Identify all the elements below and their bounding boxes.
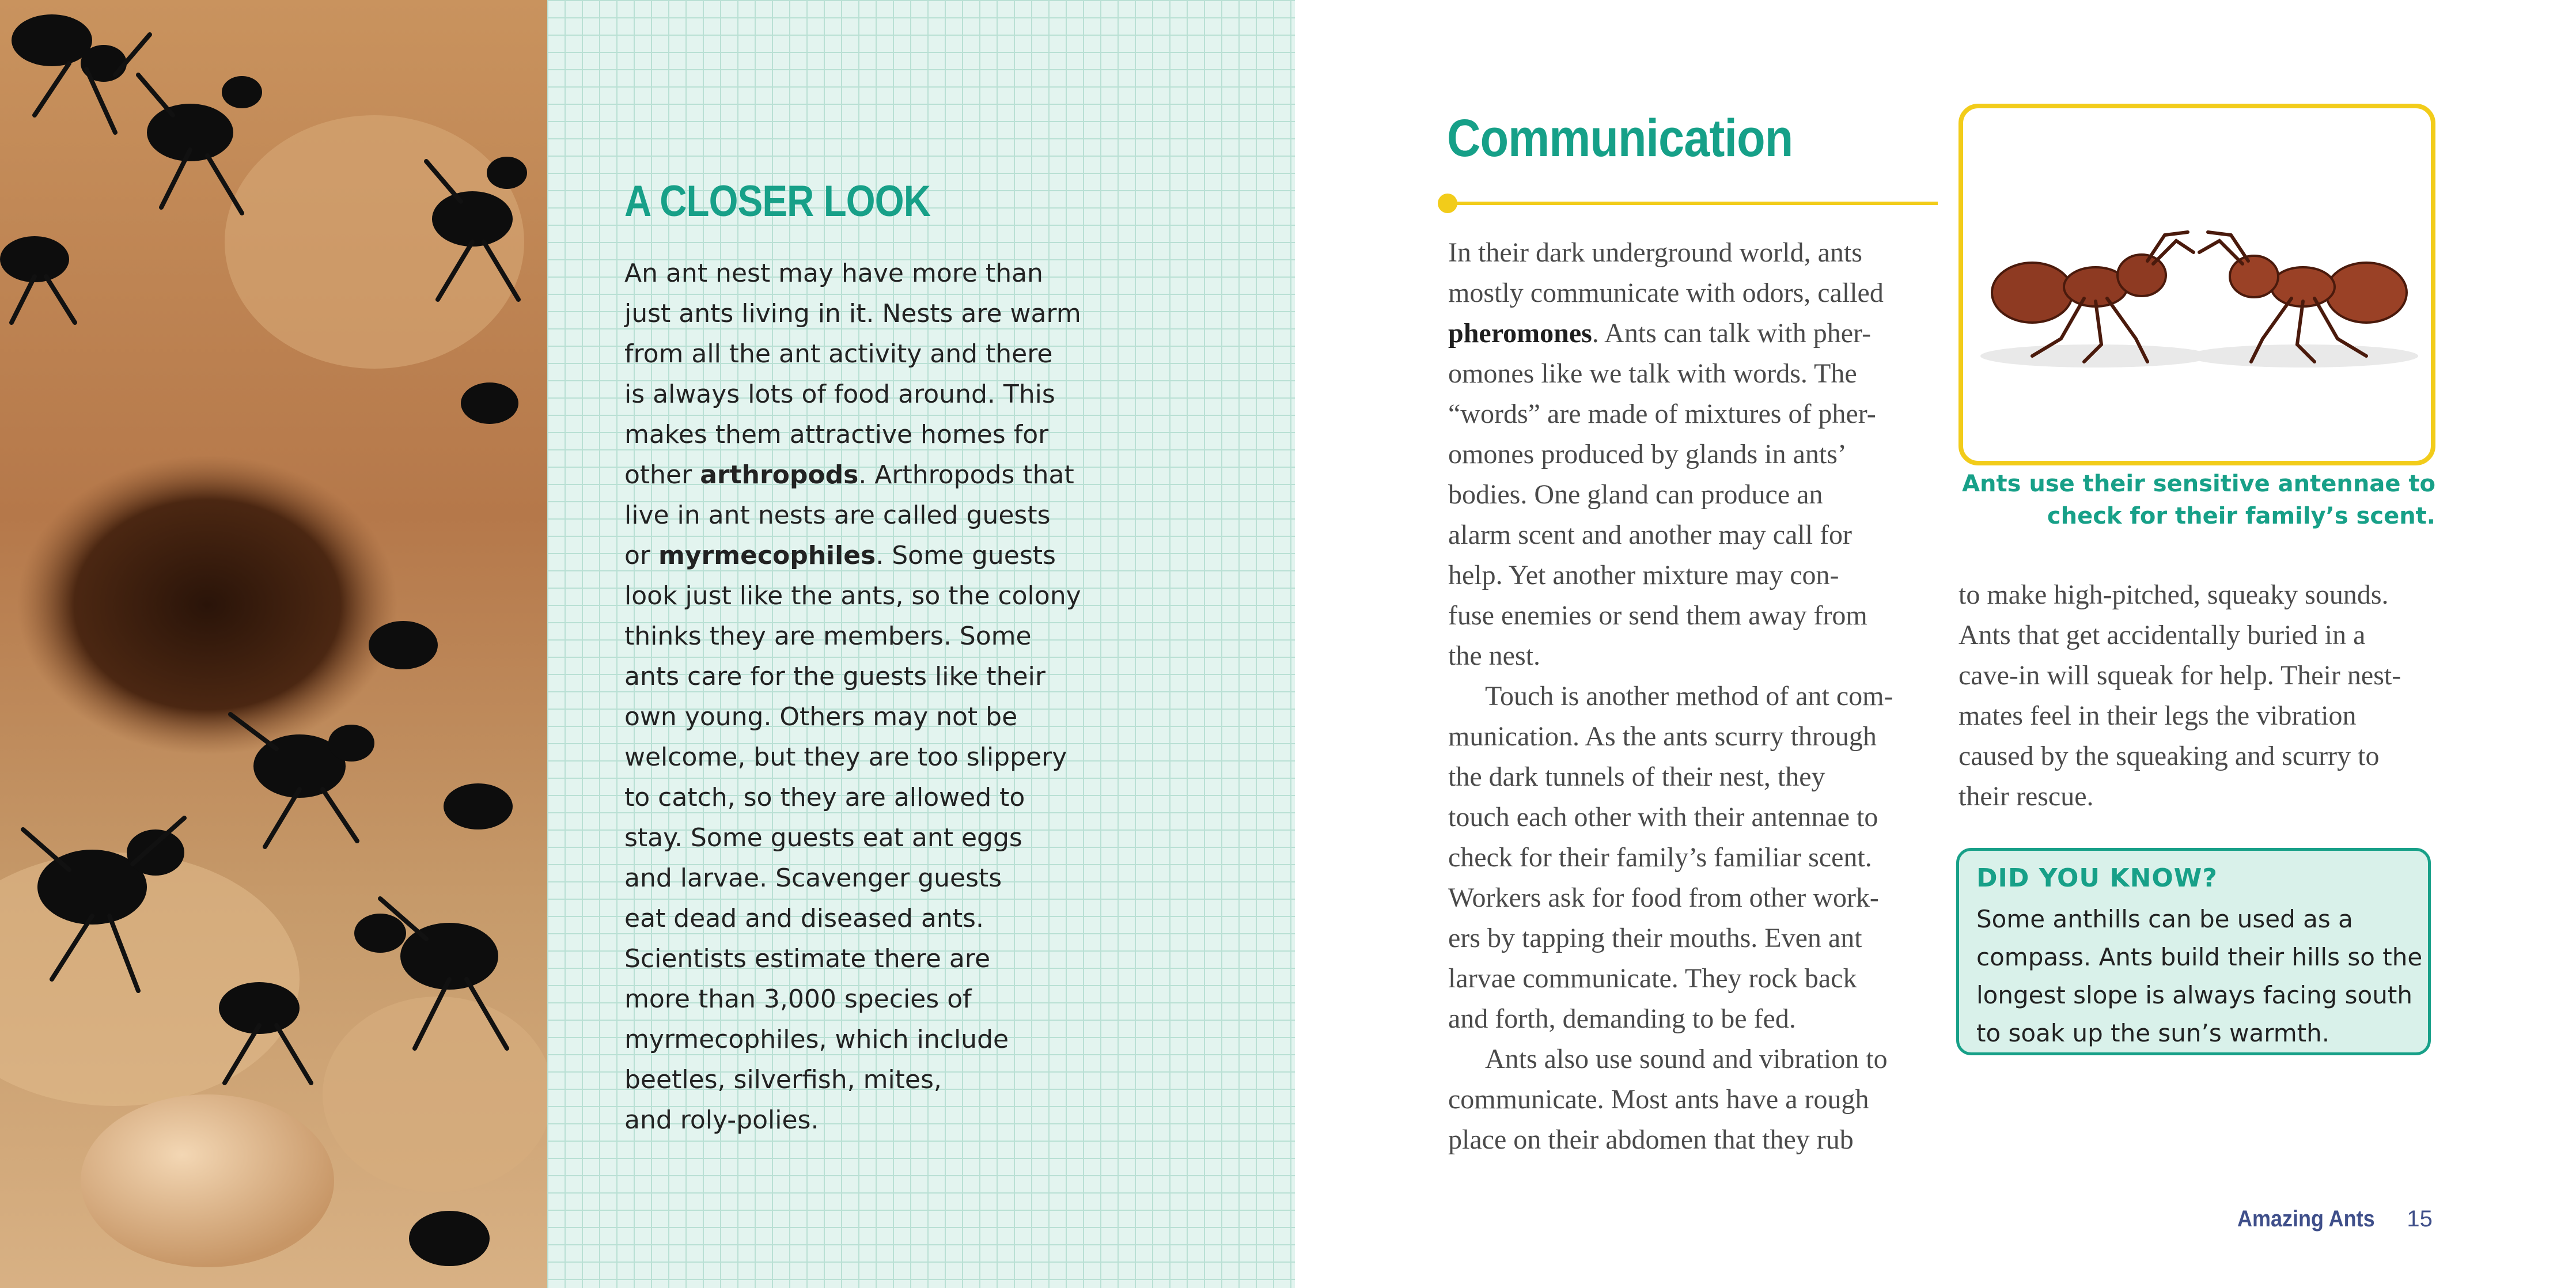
sidebar-text-line xyxy=(624,334,1085,374)
sidebar-text-line xyxy=(624,778,1085,818)
text-run: own young. Others may not be xyxy=(624,702,1018,732)
text-run: and larvae. Scavenger guests xyxy=(624,863,1002,893)
text-run: munication. As the ants scurry through xyxy=(1448,721,1877,752)
body-text-line xyxy=(1448,636,1944,676)
sidebar-text-line xyxy=(624,616,1085,657)
text-run: ants care for the guests like their xyxy=(624,662,1045,691)
body-text-line xyxy=(1448,797,1944,838)
text-run: In their dark underground world, ants xyxy=(1448,237,1862,268)
text-run: bodies. One gland can produce an xyxy=(1448,479,1823,510)
text-run: alarm scent and another may call for xyxy=(1448,520,1853,550)
body-text-column-right xyxy=(1958,575,2454,817)
sidebar-text-line xyxy=(624,818,1085,858)
text-run: . Ants can talk with pher- xyxy=(1592,318,1872,348)
glossary-term: myrmecophiles xyxy=(658,541,876,570)
sidebar-text-line xyxy=(624,697,1085,737)
glossary-term: pheromones xyxy=(1448,318,1592,348)
footer-book-title: Amazing Ants xyxy=(2237,1206,2375,1232)
body-text-line xyxy=(1448,999,1944,1039)
sidebar-title: A CLOSER LOOK xyxy=(624,177,931,226)
sidebar-text-line xyxy=(624,657,1085,697)
sidebar-text-line xyxy=(624,536,1085,576)
did-you-know-title: DID YOU KNOW? xyxy=(1976,863,2218,893)
sidebar-text-line xyxy=(624,1020,1085,1060)
text-run: makes them attractive homes for xyxy=(624,420,1049,449)
body-text-line xyxy=(1448,1039,1944,1079)
text-run: is always lots of food around. This xyxy=(624,380,1055,409)
text-run: ers by tapping their mouths. Even ant xyxy=(1448,923,1862,953)
text-run: just ants living in it. Nests are warm xyxy=(624,299,1081,328)
sidebar-text-line xyxy=(624,737,1085,778)
text-run: live in ant nests are called guests xyxy=(624,501,1051,530)
text-run: to make high-pitched, squeaky sounds. xyxy=(1958,579,2389,610)
body-text-line xyxy=(1448,233,1944,273)
text-run: from all the ant activity and there xyxy=(624,339,1053,369)
body-text-line xyxy=(1448,475,1944,515)
text-run: Ants also use sound and vibration to xyxy=(1485,1044,1888,1074)
did-you-know-body xyxy=(1976,900,2426,1052)
text-run: omones like we talk with words. The xyxy=(1448,358,1857,389)
text-run: stay. Some guests eat ant eggs xyxy=(624,823,1022,853)
body-text-line xyxy=(1448,394,1944,434)
text-run: cave-in will squeak for help. Their nest- xyxy=(1958,660,2401,691)
sidebar-text-line xyxy=(624,415,1085,455)
did-you-know-line: Some anthills can be used as a xyxy=(1976,905,2353,933)
text-run: the dark tunnels of their nest, they xyxy=(1448,762,1825,792)
sidebar-text-line xyxy=(624,576,1085,616)
ant-photo-image xyxy=(0,0,547,1288)
closer-look-sidebar xyxy=(547,0,1295,1288)
text-run: touch each other with their antennae to xyxy=(1448,802,1878,832)
text-run: other xyxy=(624,460,700,490)
text-run: mostly communicate with odors, called xyxy=(1448,278,1884,308)
body-text-line xyxy=(1448,959,1944,999)
body-text-column-left xyxy=(1448,233,1944,1160)
glossary-term: arthropods xyxy=(700,460,859,490)
sidebar-text-line xyxy=(624,495,1085,536)
did-you-know-line: to soak up the sun’s warmth. xyxy=(1976,1019,2330,1047)
body-text-line xyxy=(1448,1120,1944,1160)
body-text-line xyxy=(1448,354,1944,394)
did-you-know-line: compass. Ants build their hills so the xyxy=(1976,943,2423,971)
body-text-line xyxy=(1448,434,1944,475)
text-run: eat dead and diseased ants. xyxy=(624,904,984,933)
body-text-line xyxy=(1448,918,1944,959)
text-run: and roly-polies. xyxy=(624,1105,819,1135)
body-text-line xyxy=(1448,555,1944,596)
text-run: look just like the ants, so the colony xyxy=(624,581,1081,611)
sidebar-text-line xyxy=(624,294,1085,334)
body-text-line xyxy=(1448,515,1944,555)
sidebar-text-line xyxy=(624,253,1085,294)
page-footer xyxy=(2237,1206,2433,1232)
text-run: more than 3,000 species of xyxy=(624,984,972,1014)
body-text-line xyxy=(1958,575,2454,615)
caption-line: Ants use their sensitive antennae to xyxy=(1962,471,2435,497)
sidebar-body xyxy=(624,253,1085,1141)
text-run: An ant nest may have more than xyxy=(624,259,1043,288)
sidebar-text-line xyxy=(624,939,1085,979)
text-run: or xyxy=(624,541,658,570)
two-ants-illustration xyxy=(1963,108,2431,461)
page-number: 15 xyxy=(2407,1206,2433,1232)
text-run: mates feel in their legs the vibration xyxy=(1958,700,2357,731)
sidebar-text-line xyxy=(624,979,1085,1020)
body-text-line xyxy=(1958,736,2454,776)
sidebar-text-line xyxy=(624,455,1085,495)
text-run: to catch, so they are allowed to xyxy=(624,783,1025,812)
text-run: help. Yet another mixture may con- xyxy=(1448,560,1839,590)
text-run: their rescue. xyxy=(1958,781,2094,812)
body-text-line xyxy=(1448,596,1944,636)
text-run: “words” are made of mixtures of pher- xyxy=(1448,399,1876,429)
text-run: check for their family’s familiar scent. xyxy=(1448,842,1872,873)
caption-line: check for their family’s scent. xyxy=(2047,503,2435,529)
body-text-line xyxy=(1958,776,2454,817)
text-run: place on their abdomen that they rub xyxy=(1448,1124,1854,1155)
body-text-line xyxy=(1448,878,1944,918)
text-run: welcome, but they are too slippery xyxy=(624,743,1067,772)
page-heading: Communication xyxy=(1447,109,1793,168)
text-run: Ants that get accidentally buried in a xyxy=(1958,620,2366,650)
communication-page xyxy=(1295,0,2576,1288)
text-run: and forth, demanding to be fed. xyxy=(1448,1003,1796,1034)
text-run: thinks they are members. Some xyxy=(624,622,1032,651)
body-text-line xyxy=(1448,313,1944,354)
ants-nest-photo xyxy=(0,0,547,1288)
body-text-line xyxy=(1448,676,1944,717)
sidebar-text-line xyxy=(624,858,1085,899)
text-run: . Arthropods that xyxy=(858,460,1074,490)
heading-rule-line xyxy=(1447,202,1938,205)
body-text-line xyxy=(1958,696,2454,736)
did-you-know-line: longest slope is always facing south xyxy=(1976,981,2412,1009)
ants-illustration-frame xyxy=(1958,104,2435,465)
text-run: beetles, silverfish, mites, xyxy=(624,1065,942,1094)
body-text-line xyxy=(1448,273,1944,313)
illustration-caption xyxy=(1958,468,2435,532)
text-run: larvae communicate. They rock back xyxy=(1448,963,1857,994)
did-you-know-box xyxy=(1956,848,2431,1055)
text-run: omones produced by glands in ants’ xyxy=(1448,439,1847,469)
body-text-line xyxy=(1958,656,2454,696)
body-text-line xyxy=(1448,838,1944,878)
sidebar-text-line xyxy=(624,1060,1085,1100)
body-text-line xyxy=(1448,757,1944,797)
text-run: Scientists estimate there are xyxy=(624,944,991,973)
text-run: . Some guests xyxy=(876,541,1056,570)
sidebar-text-line xyxy=(624,899,1085,939)
body-text-line xyxy=(1448,1079,1944,1120)
text-run: Workers ask for food from other work- xyxy=(1448,882,1879,913)
text-run: communicate. Most ants have a rough xyxy=(1448,1084,1869,1115)
sidebar-text-line xyxy=(624,1100,1085,1141)
body-text-line xyxy=(1958,615,2454,656)
body-text-line xyxy=(1448,717,1944,757)
text-run: the nest. xyxy=(1448,641,1540,671)
text-run: fuse enemies or send them away from xyxy=(1448,600,1867,631)
text-run: caused by the squeaking and scurry to xyxy=(1958,741,2380,771)
text-run: Touch is another method of ant com- xyxy=(1485,681,1893,711)
text-run: myrmecophiles, which include xyxy=(624,1025,1009,1054)
sidebar-text-line xyxy=(624,374,1085,415)
